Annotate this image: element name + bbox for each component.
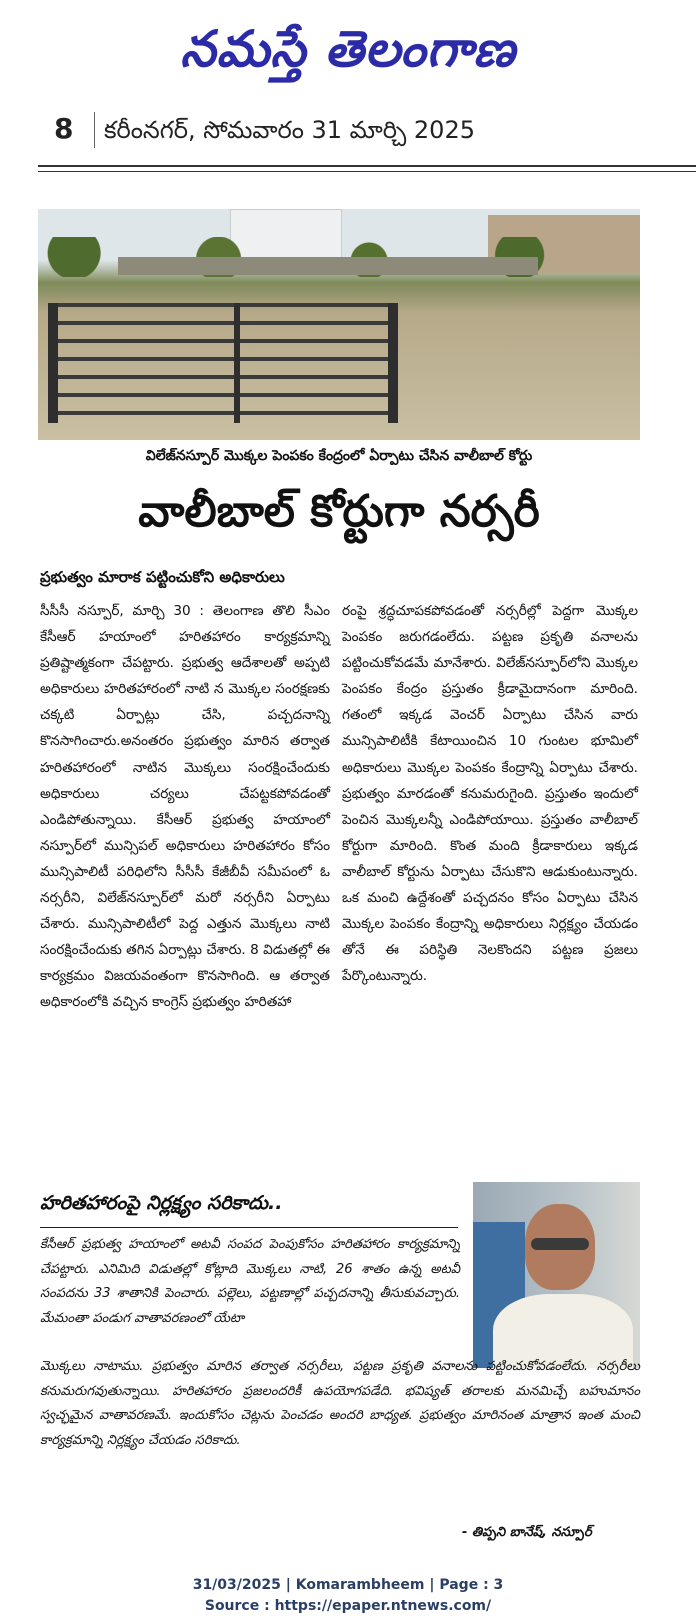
photo-gate-post — [234, 303, 240, 423]
sidebar-box-rule — [40, 1227, 458, 1228]
header-rule-thick — [38, 165, 696, 167]
sidebar-box-body-top: కేసీఆర్ ప్రభుత్వ హయాంలో అటవీ సంపద పెంపుకోసం హరితహారం కార్యక్రమాన్ని చేపట్టారు. ఎనిమిది విడుతల్లో కోట్లాది మొక్కలు నాటి, 26 శాతం ఉన్న అటవీ సంపదను 33 శాతానికి పెంచారు. పల్లెలు, పట్టణాల్లో పచ్చదనాన్ని తీసుకువచ్చారు. మేమంతా పండుగ వాతావరణంలో యేటా — [40, 1237, 460, 1326]
dateline-text: కరీంనగర్, సోమవారం 31 మార్చి 2025 — [104, 116, 475, 144]
sidebar-box-byline: - తిప్పని బానేష్, నస్పూర్ — [462, 1525, 592, 1540]
nursery-photo — [38, 209, 640, 440]
dateline — [40, 108, 660, 152]
photo-caption: విలేజ్‌నస్పూర్ మొక్కల పెంపకం కేంద్రంలో ఏర్పాటు చేసిన వాలీబాల్ కోర్టు — [145, 448, 533, 464]
article-subhead: ప్రభుత్వం మారాక పట్టించుకోని అధికారులు — [40, 568, 285, 586]
page-number: 8 — [54, 112, 74, 145]
article-headline: వాలీబాల్ కోర్టుగా నర్సరీ — [138, 486, 540, 537]
article-column-right: రంపై శ్రద్ధచూపకపోవడంతో నర్సరీల్లో పెద్దగా మొక్కల పెంపకం జరుగడంలేదు. పట్టణ ప్రకృతి వనాలను పట్టించుకోవడమే మానేశారు. విలేజ్‌నస్పూర్‌లోని మొక్కల పెంపకం కేంద్రం ప్రస్తుతం క్రీడామైదానంగా మారింది. గతంలో ఇక్కడ వెంచర్ ఏర్పాటు చేసిన వారు మున్సిపాలిటీకి కేటాయించిన 10 గుంటల భూమిలో అధికారులు మొక్కల పెంపకం కేంద్రాన్ని ఏర్పాటు చేశారు. ప్రభుత్వం మారడంతో కనుమరుగైంది. ప్రస్తుతం ఇందులో పెంచిన మొక్కలన్నీ ఎండిపోయాయి. ప్రస్తుతం వాలీబాల్ కోర్టుగా మారింది. కొంత మంది క్రీడాకారులు ఇక్కడ వాలీబాల్ కోర్టును ఏర్పాటు చేసుకొని ఆడుకుంటున్నారు. ఒక మంచి ఉద్దేశంతో పచ్చదనం కోసం ఏర్పాటు చేసిన మొక్కల పెంపకం కేంద్రాన్ని అధికారులు నిర్లక్ష్యం చేయడం తోనే ఈ పరిస్థితి నెలకొందని పట్టణ ప్రజలు పేర్కొంటున్నారు. — [342, 603, 638, 985]
photo-gate — [48, 303, 398, 423]
person-portrait — [473, 1182, 640, 1368]
dateline-divider — [94, 112, 95, 148]
footer-edition-line: 31/03/2025 | Komarambheem | Page : 3 — [192, 1577, 504, 1593]
masthead-logo: నమస్తే తెలంగాణ — [180, 20, 516, 78]
footer-source-line: Source : https://epaper.ntnews.com/ — [204, 1598, 492, 1614]
photo-wall — [118, 257, 538, 275]
header-rule-thin — [38, 171, 696, 172]
portrait-glasses — [531, 1238, 589, 1250]
article-column-left: సీసీసీ నస్పూర్, మార్చి 30 : తెలంగాణ తొలి సీఎం కేసీఆర్ హయాంలో హరితహారం కార్యక్రమాన్ని ప్రతిష్టాత్మకంగా చేపట్టారు. ప్రభుత్వ ఆదేశాలతో అప్పటి అధికారులు హరితహారంలో నాటి న మొక్కల సంరక్షణకు చక్కటి ఏర్పాట్లు చేసి, పచ్చదనాన్ని కొనసాగించారు.అనంతరం ప్రభుత్వం మారిన తర్వాత హరితహారంలో నాటిన మొక్కలు సంరక్షించేందుకు అధికారులు చర్యలు చేపట్టకపోవడంతో ఎండిపోతున్నాయి. కేసీఆర్ ప్రభుత్వ హయాంలో నస్పూర్‌లో మున్సిపల్ అధికారులు హరితహారం కోసం మున్సిపాలిటీ పరిధిలోని సీసీసీ కేజీబీవీ సమీపంలో ఓ నర్సరీని, విలేజ్‌నస్పూర్‌లో మరో నర్సరీని ఏర్పాటు చేశారు. మున్సిపాలిటీలో పెద్ద ఎత్తున మొక్కలు నాటి సంరక్షించేందుకు తగిన ఏర్పాట్లు చేశారు. 8 విడుతల్లో ఈ కార్యక్రమం విజయవంతంగా కొనసాగింది. ఆ తర్వాత అధికారంలోకి వచ్చిన కాంగ్రెస్ ప్రభుత్వం హరితహా — [40, 603, 330, 1011]
sidebar-box-body-bottom: మొక్కలు నాటాము. ప్రభుత్వం మారిన తర్వాత నర్సరీలు, పట్టణ ప్రకృతి వనాలను పట్టించుకోవడంలేదు. నర్సరీలు కనుమరుగవుతున్నాయి. హరితహారం ప్రజలందరికీ ఉపయోగపడేది. భవిష్యత్ తరాలకు మనమిచ్చే బహుమానం స్వచ్ఛమైన వాతావరణమే. ఇందుకోసం చెట్లను పెంచడం అందరి బాధ్యత. ప్రభుత్వం మారినంత మాత్రాన ఇంత మంచి కార్యక్రమాన్ని నిర్లక్ష్యం చేయడం సరికాదు. — [40, 1359, 640, 1448]
sidebar-box-title: హరితహారంపై నిర్లక్ష్యం సరికాదు.. — [40, 1192, 283, 1214]
